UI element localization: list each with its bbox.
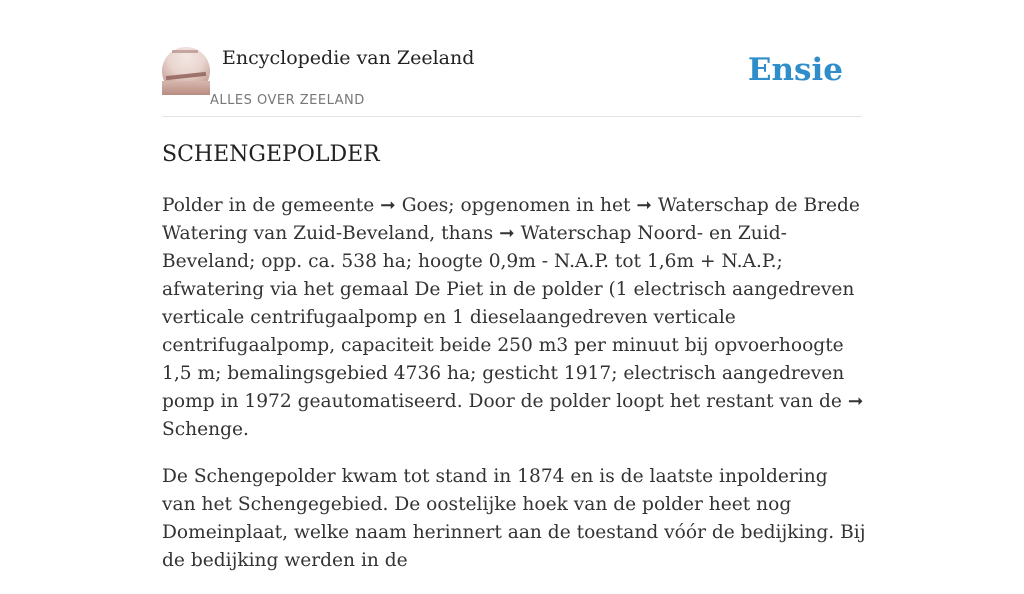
site-avatar[interactable] <box>162 47 210 95</box>
link-waterschap-brede-watering[interactable]: Waterschap de Brede Watering van Zuid-Beveland <box>162 195 860 244</box>
link-schenge[interactable]: Schenge <box>162 419 244 440</box>
brand-logo[interactable]: Ensie <box>747 52 843 88</box>
cross-reference-arrow-icon: ➞ <box>380 195 396 216</box>
cross-reference-arrow-icon: ➞ <box>636 195 652 216</box>
paragraph-text: ; opp. ca. 538 ha; hoogte 0,9m - N.A.P. tot 1,6m + N.A.P.; afwatering via het gemaal De Piet in de polder (1 electrisch aangedreven verticale centrifugaalpomp en 1 dieselaangedreven verticale centrifugaalpomp, capaciteit beide 250 m3 per minuut bij opvoerhoogte 1,5 m; bemalingsgebied 4736 ha; gesticht 1917; electrisch aangedreven pomp in 1972 geautomatiseerd. Door de polder loopt het restant van de <box>162 251 855 412</box>
cross-reference-arrow-icon: ➞ <box>847 391 864 412</box>
avatar-detail <box>172 50 198 53</box>
link-waterschap-noord-en-zuid-beveland[interactable]: Waterschap Noord- en Zuid-Beveland <box>162 223 787 272</box>
article-paragraph: De Schengepolder kwam tot stand in 1874 en is de laatste inpoldering van het Schengegebied. De oostelijke hoek van de polder heet nog Domeinplaat, welke naam herinnert aan de toestand vóór de bedijking. Bij de bedijking werden in de <box>162 466 866 571</box>
avatar-detail <box>166 72 206 80</box>
link-goes[interactable]: Goes <box>401 195 449 216</box>
article-paragraph <box>162 192 866 444</box>
cross-reference-arrow-icon: ➞ <box>499 223 515 244</box>
site-subtitle: ALLES OVER ZEELAND <box>210 93 365 108</box>
article-body <box>162 192 866 594</box>
article-title: SCHENGEPOLDER <box>162 142 380 167</box>
avatar-detail <box>162 81 210 95</box>
site-title[interactable]: Encyclopedie van Zeeland <box>222 47 475 69</box>
paragraph-text: , thans <box>429 223 500 244</box>
paragraph-text: . <box>243 419 249 440</box>
site-header <box>162 46 862 117</box>
paragraph-text: ; opgenomen in het <box>448 195 637 216</box>
paragraph-text: Polder in de gemeente <box>162 195 381 216</box>
